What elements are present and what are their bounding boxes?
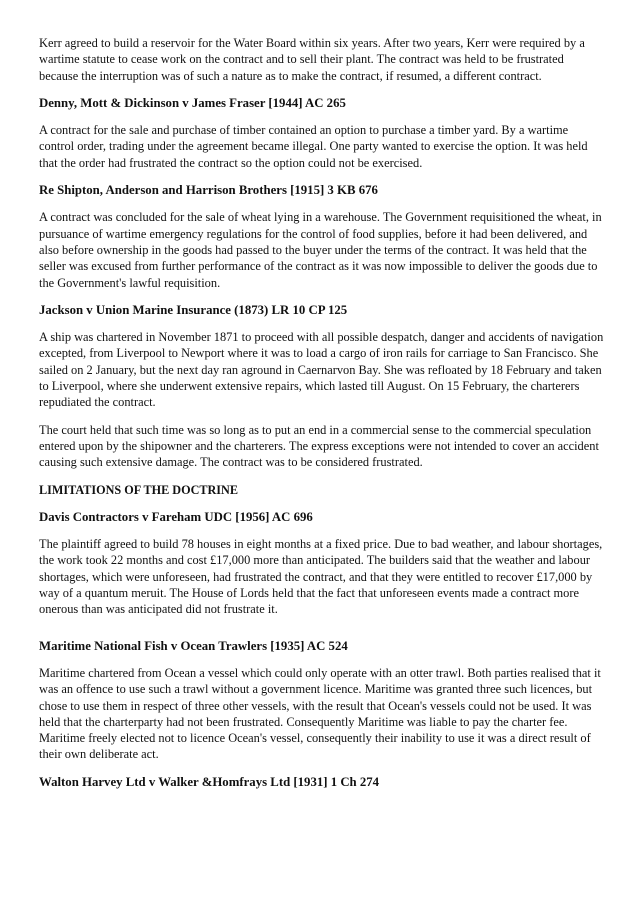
case-heading-denny: Denny, Mott & Dickinson v James Fraser [1944] AC 265 <box>39 95 346 110</box>
paragraph-kerr: Kerr agreed to build a reservoir for the Water Board within six years. After two years, Kerr were required by a wartime statute to cease work on the contract and to sell their plant. The contract was held to be frustrated because the interruption was of such a nature as to make the contract, if resumed, a different contract. <box>39 36 585 83</box>
case-heading-davis: Davis Contractors v Fareham UDC [1956] AC 696 <box>39 509 313 524</box>
paragraph-jackson-holding: The court held that such time was so long as to put an end in a commercial sense to the commercial speculation entered upon by the shipowner and the charterers. The express exceptions were not intended to cover an accident causing such extensive damage. The contract was to be considered frustrated. <box>39 422 599 470</box>
paragraph-maritime: Maritime chartered from Ocean a vessel which could only operate with an otter trawl. Both parties realised that it was an offence to use such a trawl without a government licence. Maritime was granted three such licences, but chose to use them in respect of three other vessels, with the result that Ocean's vessels could not be used. It was held that the charterparty had not been frustrated. Consequently Maritime was liable to pay the charter fee. Maritime freely elected not to licence Ocean's vessel, consequently their inability to use it was a direct result of their own deliberate act. <box>39 665 601 762</box>
document-page <box>39 35 605 801</box>
case-heading-maritime: Maritime National Fish v Ocean Trawlers [1935] AC 524 <box>39 638 348 653</box>
paragraph-jackson-facts: A ship was chartered in November 1871 to proceed with all possible despatch, danger and accidents of navigation excepted, from Liverpool to Newport where it was to load a cargo of iron rails for carriage to San Francisco. She sailed on 2 January, but the next day ran aground in Caernarvon Bay. She was refloated by 18 February and taken to Liverpool, where she underwent extensive repairs, which lasted till August. On 15 February, the charterers repudiated the contract. <box>39 330 604 410</box>
paragraph-shipton: A contract was concluded for the sale of wheat lying in a warehouse. The Government requisitioned the wheat, in pursuance of wartime emergency regulations for the control of food supplies, before it had been delivered, and also before ownership in the goods had passed to the buyer under the terms of the contract. It was held that the seller was excused from further performance of the contract as it was now impossible to deliver the goods due to the Government's lawful requisition. <box>39 210 602 290</box>
paragraph-denny: A contract for the sale and purchase of timber contained an option to purchase a timber yard. By a wartime control order, trading under the agreement became illegal. One party wanted to exercise the option. It was held that the order had frustrated the contract so the option could not be exercised. <box>39 123 588 170</box>
case-heading-shipton: Re Shipton, Anderson and Harrison Brothers [1915] 3 KB 676 <box>39 183 378 198</box>
section-heading-limitations: LIMITATIONS OF THE DOCTRINE <box>39 482 238 497</box>
case-heading-jackson: Jackson v Union Marine Insurance (1873) LR 10 CP 125 <box>39 302 348 317</box>
paragraph-davis: The plaintiff agreed to build 78 houses in eight months at a fixed price. Due to bad weather, and labour shortages, the work took 22 months and cost £17,000 more than anticipated. The builders said that the weather and labour shortages, which were unforeseen, had frustrated the contract, and that they were entitled to recover £17,000 by way of a quantum meruit. The House of Lords held that the fact that unforeseen events made a contract more onerous than was anticipated did not frustrate it. <box>39 537 603 617</box>
case-heading-walton: Walton Harvey Ltd v Walker &Homfrays Ltd [1931] 1 Ch 274 <box>39 774 380 789</box>
